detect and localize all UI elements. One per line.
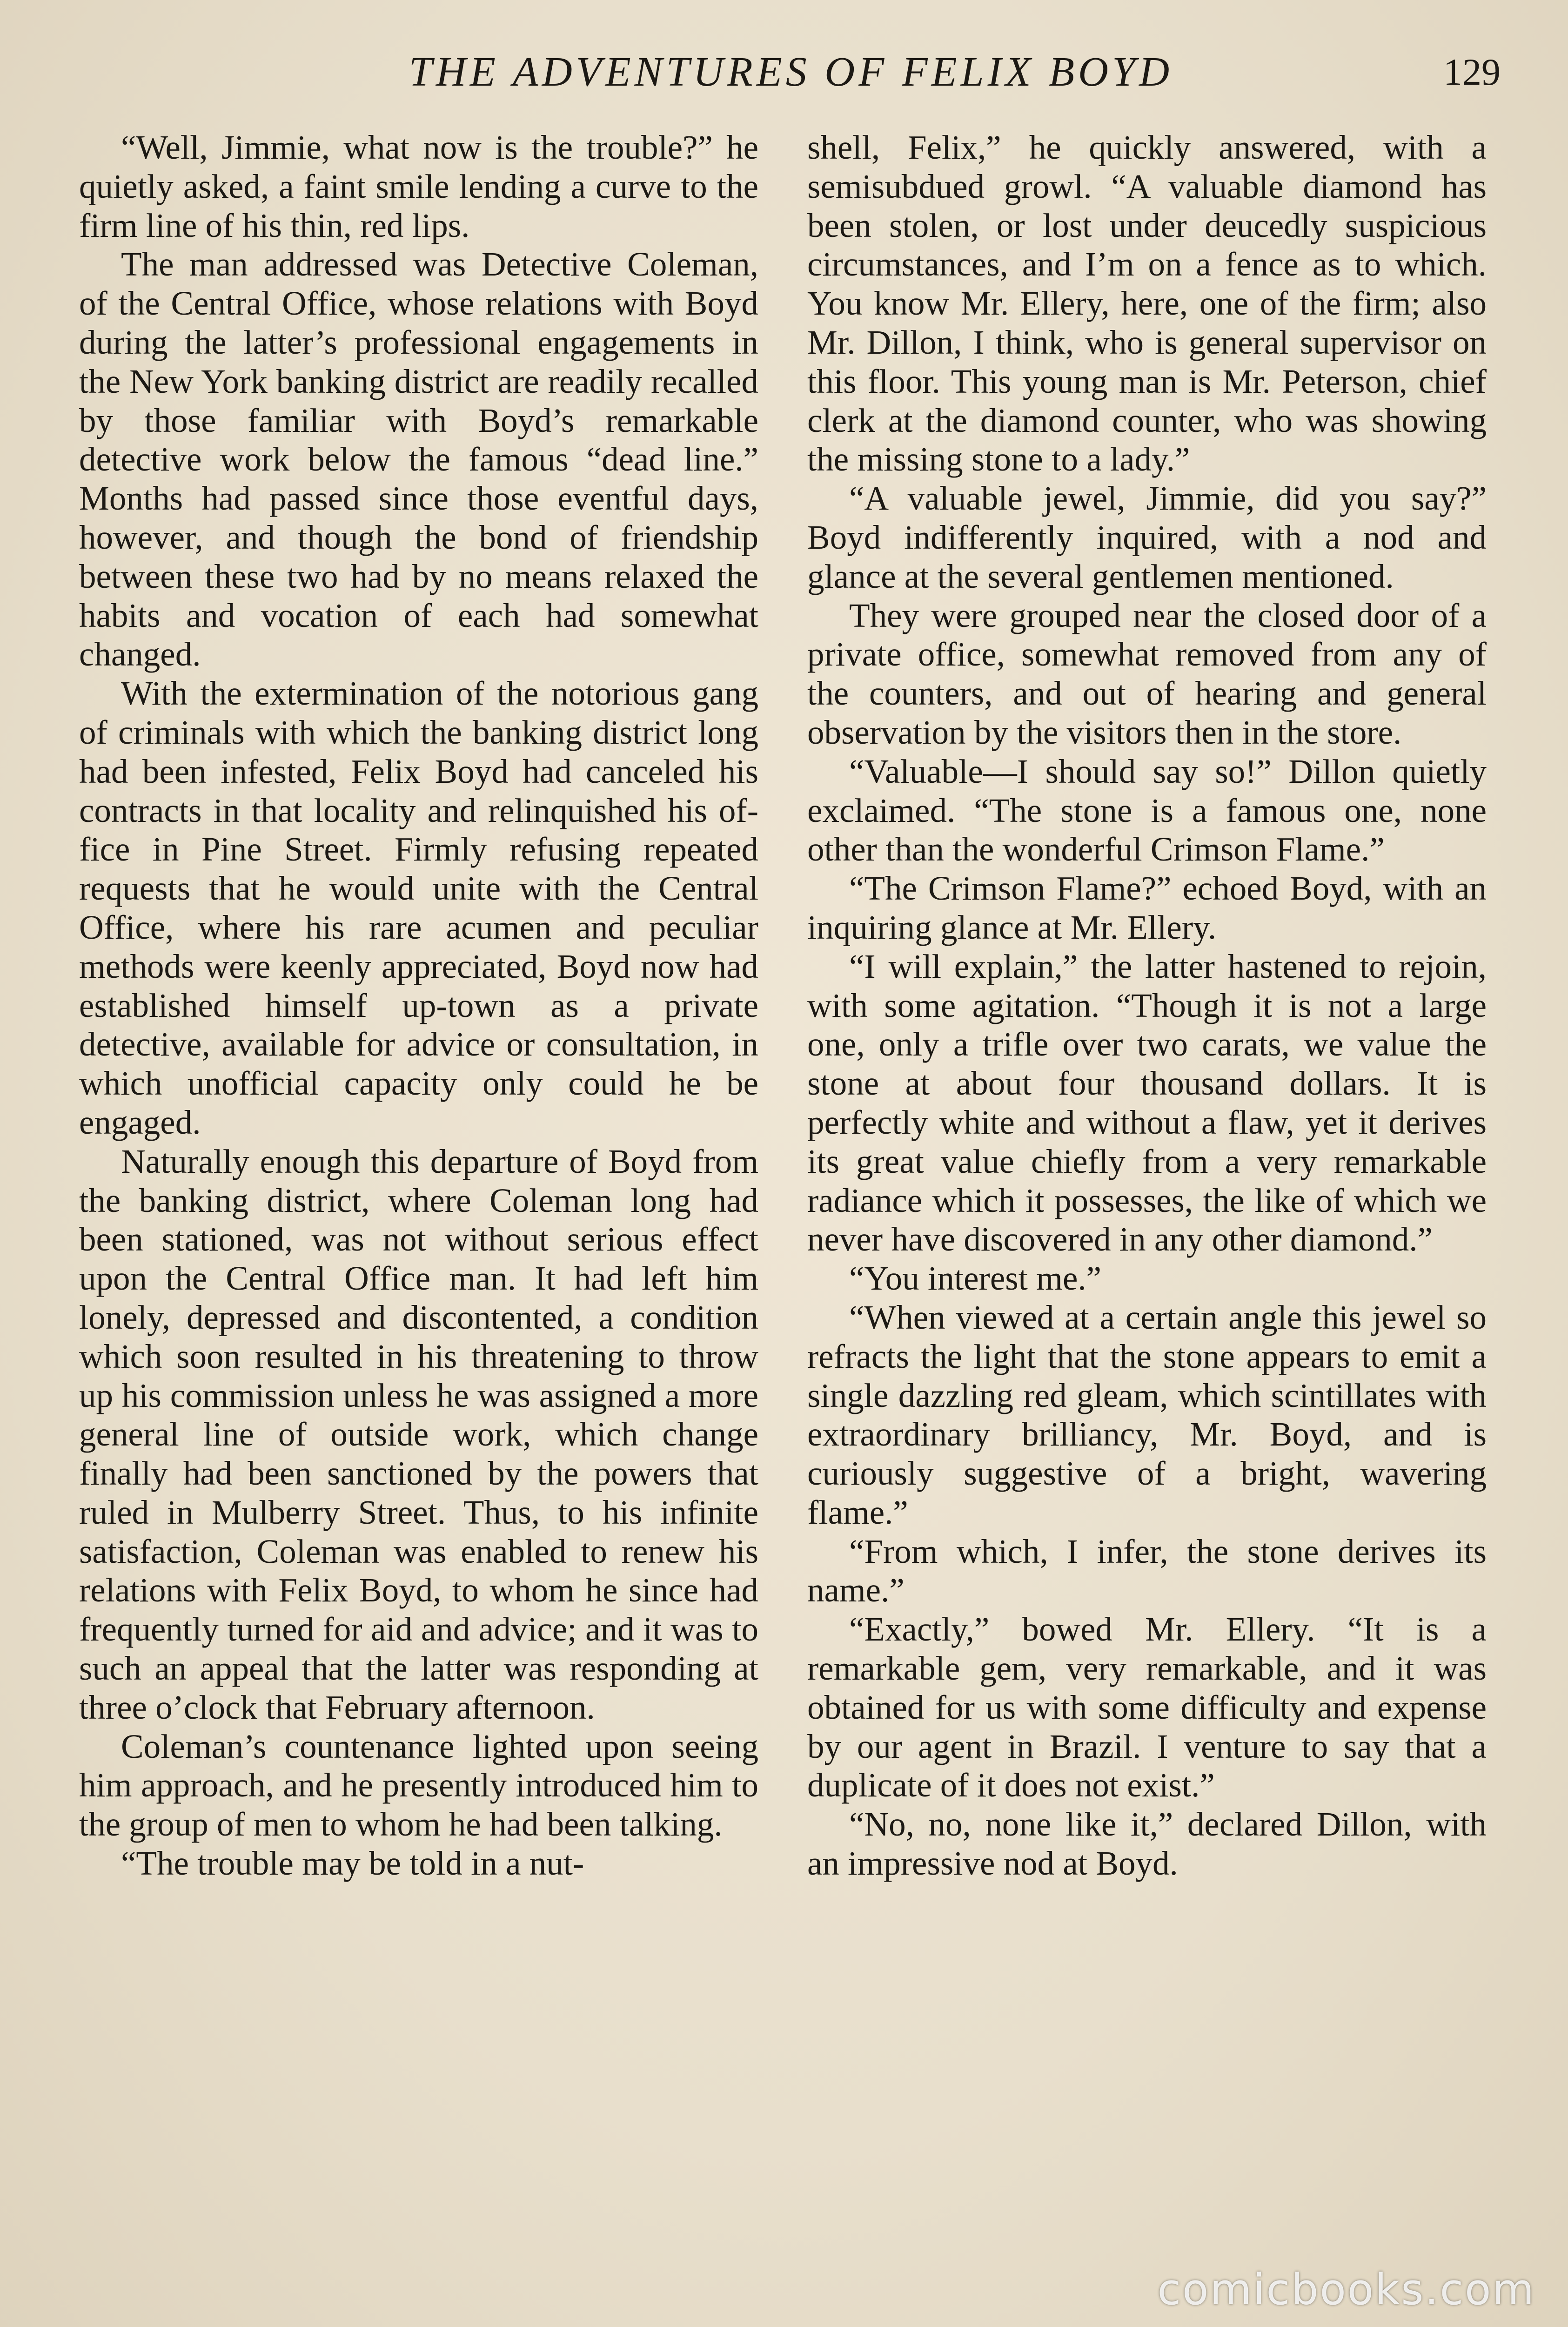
paragraph: They were grouped near the closed door of a private office, somewhat removed from any of the counters, and out of hearing and general observation by the visitors then in the store. — [807, 596, 1487, 751]
running-head — [0, 44, 1568, 100]
paragraph: “The Crimson Flame?” echoed Boyd, with an inquiring glance at Mr. Ellery. — [807, 869, 1487, 946]
paragraph: “The trouble may be told in a nut- — [121, 1844, 584, 1883]
paragraph-continued: shell, Felix,” he quickly answered, with a semisubdued growl. “A valuable diamond has been stolen, or lost under deucedly suspicious circumstances, and I’m on a fence as to which. You know Mr. Ellery, here, one of the firm; also Mr. Dillon, I think, who is general supervisor on this floor. This young man is Mr. Peterson, chief clerk at the diamond counter, who was showing the missing stone to a lady.” — [807, 128, 1487, 478]
paragraph: “From which, I infer, the stone derives its name.” — [807, 1532, 1487, 1609]
running-title: THE ADVENTURES OF FELIX BOYD — [409, 49, 1173, 95]
paragraph: “Exactly,” bowed Mr. Ellery. “It is a remarkable gem, very remarkable, and it was obtained for us with some difficulty and expense by our agent in Brazil. I venture to say that a duplicate of it does not exist.” — [807, 1610, 1487, 1804]
paragraph: “No, no, none like it,” declared Dillon, with an impressive nod at Boyd. — [807, 1805, 1487, 1883]
paragraph: Coleman’s countenance lighted upon seeing him approach, and he presently introduced him to the group of men to whom he had been talking. — [79, 1727, 758, 1843]
paragraph: “When viewed at a certain angle this jewel so refracts the light that the stone appears to emit a single dazzling red gleam, which scintillates with extraordinary brilliancy, Mr. Boyd, and is curiously suggestive of a bright, wavering flame.” — [807, 1298, 1487, 1531]
page-number: 129 — [1443, 51, 1501, 93]
paragraph: Naturally enough this departure of Boyd from the banking district, where Coleman long had been stationed, was not without serious effect upon the Central Office man. It had left him lonely, depressed and discontented, a condition which soon resulted in his threatening to throw up his commission unless he was assigned a more general line of outside work, which change finally had been sanctioned by the powers that ruled in Mulberry Street. Thus, to his infinite satisfaction, Coleman was enabled to renew his relations with Felix Boyd, to whom he since had frequently turned for aid and advice; and it was to such an appeal that the latter was responding at three o’clock that February afternoon. — [79, 1142, 758, 1726]
paragraph: “Valuable—I should say so!” Dillon quietly exclaimed. “The stone is a famous one, none other than the wonderful Crimson Flame.” — [807, 752, 1487, 868]
watermark: comicbooks.com — [1157, 2265, 1535, 2314]
paragraph: “Well, Jimmie, what now is the trouble?” he quietly asked, a faint smile lending a curve to the firm line of his thin, red lips. — [79, 128, 758, 244]
right-column — [807, 128, 1487, 1883]
paragraph: The man addressed was Detective Coleman, of the Central Office, whose relations with Boyd during the latter’s professional engagements in the New York banking district are readily recalled by those familiar with Boyd’s remarkable detective work below the famous “dead line.” Months had passed since those eventful days, however, and though the bond of friendship between these two had by no means relaxed the habits and vocation of each had somewhat changed. — [79, 245, 758, 673]
left-column — [79, 128, 758, 1883]
paragraph: “A valuable jewel, Jimmie, did you say?” Boyd indifferently inquired, with a nod and glance at the several gentlemen mentioned. — [807, 479, 1487, 595]
paragraph: “I will explain,” the latter hastened to rejoin, with some agitation. “Though it is not a large one, only a trifle over two carats, we value the stone at about four thousand dollars. It is perfectly white and without a flaw, yet it derives its great value chiefly from a very remarkable radiance which it possesses, the like of which we never have discovered in any other diamond.” — [807, 947, 1487, 1258]
paragraph: “You interest me.” — [849, 1259, 1102, 1298]
paragraph: With the extermination of the notorious gang of criminals with which the banking district long had been infested, Felix Boyd had canceled his contracts in that locality and relinquished his office in Pine Street. Firmly refusing repeated requests that he would unite with the Central Office, where his rare acumen and peculiar methods were keenly appreciated, Boyd now had established himself up-town as a private detective, available for advice or consultation, in which unofficial capacity only could he be engaged. — [79, 674, 758, 1141]
